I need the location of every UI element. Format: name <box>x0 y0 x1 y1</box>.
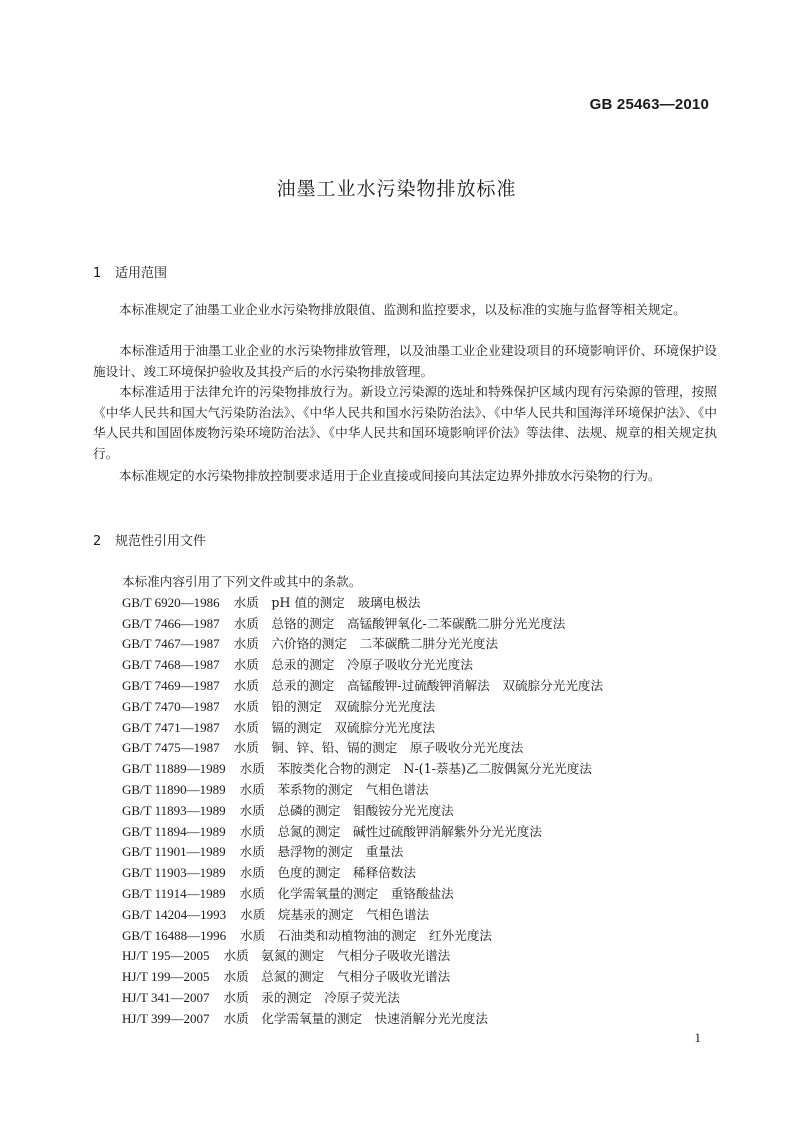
reference-item <box>122 759 603 780</box>
reference-item <box>122 718 603 739</box>
reference-item <box>122 614 603 635</box>
reference-item <box>122 1009 603 1030</box>
references-intro: 本标准内容引用了下列文件或其中的条款。 <box>122 574 362 589</box>
section-1-paragraph-4: 本标准规定的水污染物排放控制要求适用于企业直接或间接向其法定边界外排放水污染物的行为。 <box>119 468 661 483</box>
reference-list <box>122 572 603 1030</box>
reference-code: GB/T 7475—1987 <box>122 740 220 756</box>
reference-item <box>122 946 603 967</box>
section-2-title: 规范性引用文件 <box>115 534 207 549</box>
reference-name: 水质 铜、锌、铅、镉的测定 原子吸收分光光度法 <box>233 740 524 756</box>
section-1-heading <box>93 262 167 281</box>
reference-name: 水质 汞的测定 冷原子荧光法 <box>223 989 400 1005</box>
reference-name: 水质 总汞的测定 高锰酸钾-过硫酸钾消解法 双硫腙分光光度法 <box>233 677 604 693</box>
reference-name: 水质 苯系物的测定 气相色谱法 <box>239 781 429 797</box>
section-1-paragraph-1: 本标准规定了油墨工业企业水污染物排放限值、监测和监控要求，以及标准的实施与监督等相关规定。 <box>119 302 686 317</box>
reference-code: GB/T 11901—1989 <box>122 844 226 860</box>
section-1-number: 1 <box>93 266 102 281</box>
reference-item <box>122 801 603 822</box>
reference-name: 水质 氨氮的测定 气相分子吸收光谱法 <box>223 948 451 964</box>
reference-item <box>122 676 603 697</box>
page-number: 1 <box>694 1030 701 1045</box>
reference-code: GB/T 11914—1989 <box>122 885 226 901</box>
reference-item <box>122 863 603 884</box>
reference-name: 水质 悬浮物的测定 重量法 <box>239 844 404 860</box>
section-1-paragraph-3: 本标准适用于法律允许的污染物排放行为。新设立污染源的选址和特殊保护区域内现有污染源的管理，按照《中华人民共和国大气污染防治法》、《中华人民共和国水污染防治法》、《中华人民共和国海洋环境保护法》、《中华人民共和国固体废物污染环境防治法》、《中华人民共和国环境影响评价法》等法律、法规、规章的相关规定执行。 <box>93 384 717 461</box>
reference-code: GB/T 7469—1987 <box>122 677 220 693</box>
reference-name: 水质 总铬的测定 高锰酸钾氧化-二苯碳酰二肼分光光度法 <box>233 615 566 631</box>
reference-item <box>122 926 603 947</box>
reference-name: 水质 铅的测定 双硫腙分光光度法 <box>233 698 436 714</box>
reference-code: GB/T 7471—1987 <box>122 719 220 735</box>
section-2-number: 2 <box>93 534 102 549</box>
reference-name: 水质 苯胺类化合物的测定 N-(1-萘基)乙二胺偶氮分光光度法 <box>239 761 592 777</box>
reference-name: 水质 镉的测定 双硫腙分光光度法 <box>233 719 436 735</box>
reference-code: GB/T 11890—1989 <box>122 781 226 797</box>
reference-name: 水质 总汞的测定 冷原子吸收分光光度法 <box>233 657 473 673</box>
reference-code: GB/T 7466—1987 <box>122 615 220 631</box>
reference-name: 水质 pH 值的测定 玻璃电极法 <box>233 594 421 610</box>
document-title: 油墨工业水污染物排放标准 <box>276 178 517 200</box>
reference-item <box>122 884 603 905</box>
reference-item <box>122 697 603 718</box>
reference-code: HJ/T 399—2007 <box>122 1010 210 1026</box>
reference-code: HJ/T 195—2005 <box>122 948 210 964</box>
reference-code: GB/T 11893—1989 <box>122 802 226 818</box>
reference-name: 水质 总磷的测定 钼酸铵分光光度法 <box>239 802 454 818</box>
reference-name: 水质 总氮的测定 气相分子吸收光谱法 <box>223 969 451 985</box>
reference-code: GB/T 7468—1987 <box>122 657 220 673</box>
reference-code: GB/T 11894—1989 <box>122 823 226 839</box>
reference-name: 水质 石油类和动植物油的测定 红外光度法 <box>240 927 493 943</box>
reference-item <box>122 967 603 988</box>
reference-code: GB/T 6920—1986 <box>122 594 220 610</box>
standard-number: GB 25463—2010 <box>589 96 709 113</box>
reference-code: HJ/T 341—2007 <box>122 989 210 1005</box>
reference-name: 水质 色度的测定 稀释倍数法 <box>239 865 416 881</box>
reference-code: GB/T 7467—1987 <box>122 636 220 652</box>
reference-code: GB/T 11903—1989 <box>122 865 226 881</box>
reference-item <box>122 988 603 1009</box>
reference-item <box>122 655 603 676</box>
reference-code: HJ/T 199—2005 <box>122 969 210 985</box>
reference-name: 水质 总氮的测定 碱性过硫酸钾消解紫外分光光度法 <box>239 823 542 839</box>
section-1-title: 适用范围 <box>115 266 168 281</box>
reference-item <box>122 842 603 863</box>
reference-name: 水质 化学需氧量的测定 重铬酸盐法 <box>239 885 454 901</box>
reference-item <box>122 634 603 655</box>
reference-item <box>122 822 603 843</box>
section-2-heading <box>93 530 206 549</box>
reference-item <box>122 905 603 926</box>
reference-item <box>122 593 603 614</box>
reference-item <box>122 780 603 801</box>
reference-name: 水质 烷基汞的测定 气相色谱法 <box>240 906 430 922</box>
reference-item <box>122 738 603 759</box>
reference-code: GB/T 11889—1989 <box>122 761 226 777</box>
reference-name: 水质 化学需氧量的测定 快速消解分光光度法 <box>223 1010 488 1026</box>
reference-name: 水质 六价铬的测定 二苯碳酰二肼分光光度法 <box>233 636 499 652</box>
reference-code: GB/T 7470—1987 <box>122 698 220 714</box>
reference-code: GB/T 16488—1996 <box>122 927 227 943</box>
section-1-paragraph-2: 本标准适用于油墨工业企业的水污染物排放管理，以及油墨工业企业建设项目的环境影响评价、环境保护设施设计、竣工环境保护验收及其投产后的水污染物排放管理。 <box>93 343 717 379</box>
reference-code: GB/T 14204—1993 <box>122 906 227 922</box>
